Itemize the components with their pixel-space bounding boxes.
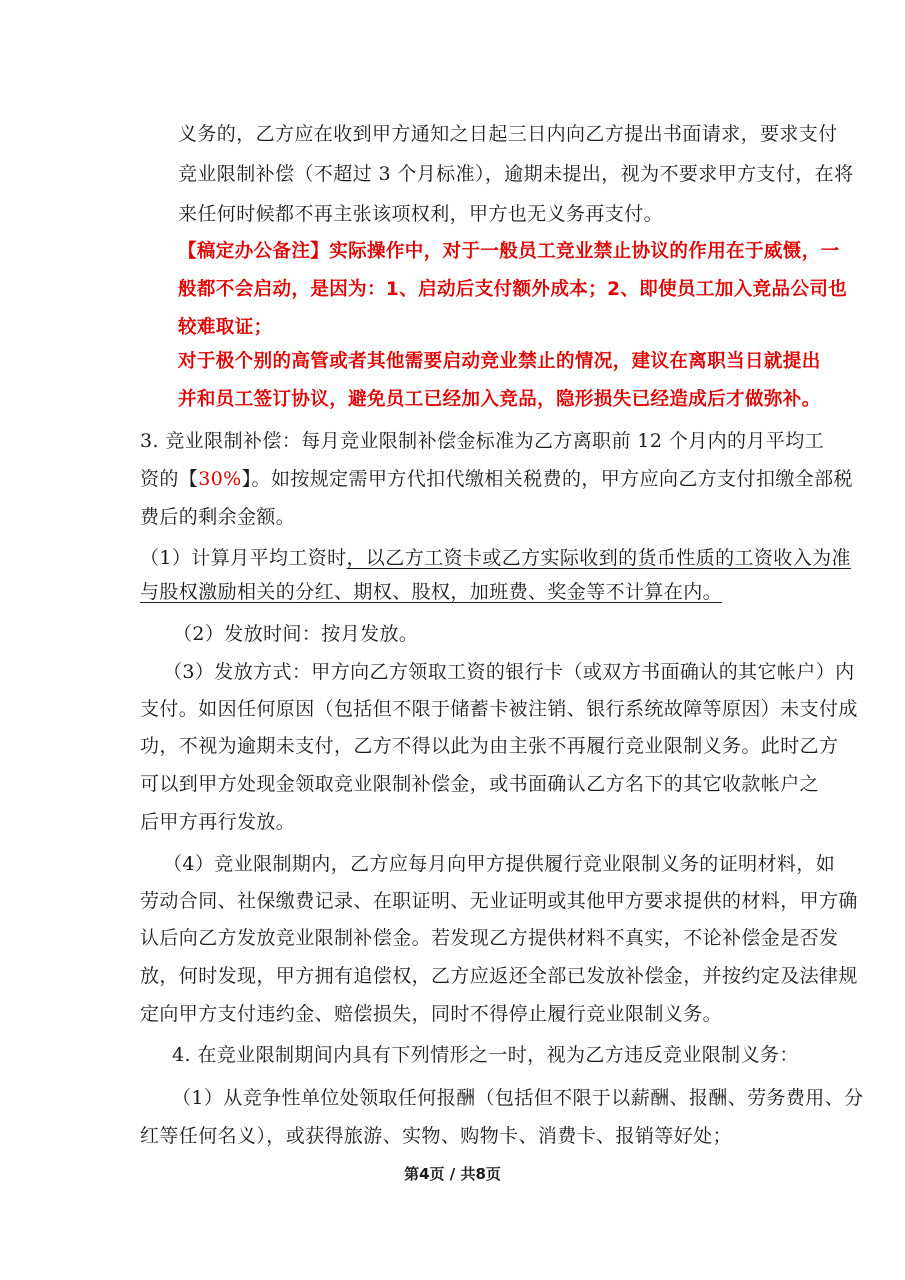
item-3-line: 支付。如因任何原因（包括但不限于储蓄卡被注销、银行系统故障等原因）未支付成 [140, 698, 858, 720]
body-line: 来任何时候都不再主张该项权利，甲方也无义务再支付。 [178, 203, 664, 225]
item-4-line: 放，何时发现，甲方拥有追偿权，乙方应返还全部已发放补偿金，并按约定及法律规 [140, 965, 858, 987]
item-4-line: （4）竞业限制期内，乙方应每月向甲方提供履行竞业限制义务的证明材料，如 [163, 853, 836, 875]
item-1-line [140, 546, 851, 570]
item-1-line: 与股权激励相关的分红、期权、股权，加班费、奖金等不计算在内。 [140, 581, 723, 603]
sub-item-1-line: （1）从竞争性单位处领取任何报酬（包括但不限于以薪酬、报酬、劳务费用、分 [172, 1087, 864, 1109]
item-3-line: （3）发放方式：甲方向乙方领取工资的银行卡（或双方书面确认的其它帐户）内 [163, 661, 855, 683]
page-number-footer: 第4页 / 共8页 [404, 1165, 501, 1183]
text-segment: 】。如按规定需甲方代扣代缴相关税费的，甲方应向乙方支付扣缴全部税 [241, 468, 853, 490]
editor-note-line: 并和员工签订协议，避免员工已经加入竞品，隐形损失已经造成后才做弥补。 [178, 389, 821, 410]
text-segment: 资的【 [140, 468, 199, 490]
editor-note-line: 较难取证； [178, 317, 273, 338]
text-segment: （1）计算月平均工资时 [140, 547, 347, 569]
editor-note-line: 对于极个别的高管或者其他需要启动竞业禁止的情况，建议在离职当日就提出 [178, 351, 821, 372]
item-4-line: 劳动合同、社保缴费记录、在职证明、无业证明或其他甲方要求提供的材料，甲方确 [140, 890, 858, 912]
body-line: 竞业限制补偿（不超过 3 个月标准），逾期未提出，视为不要求甲方支付，在将 [178, 163, 854, 185]
body-line: 义务的，乙方应在收到甲方通知之日起三日内向乙方提出书面请求，要求支付 [178, 123, 838, 145]
clause-3-line [140, 467, 853, 491]
item-3-line: 功，不视为逾期未支付，乙方不得以此为由主张不再履行竞业限制义务。此时乙方 [140, 735, 839, 757]
clause-4-line: 4. 在竞业限制期间内具有下列情形之一时，视为乙方违反竞业限制义务： [172, 1044, 799, 1066]
editor-note-line: 般都不会启动，是因为：1、启动后支付额外成本；2、即使员工加入竞品公司也 [178, 279, 848, 300]
percentage-value: 30% [198, 468, 242, 490]
clause-3-line: 3. 竞业限制补偿：每月竞业限制补偿金标准为乙方离职前 12 个月内的月平均工 [140, 430, 825, 452]
item-4-line: 定向甲方支付违约金、赔偿损失，同时不得停止履行竞业限制义务。 [140, 1003, 723, 1025]
underlined-text: ，以乙方工资卡或乙方实际收到的货币性质的工资收入为准 [346, 547, 851, 569]
editor-note-line: 【稿定办公备注】实际操作中，对于一般员工竞业禁止协议的作用在于威慑，一 [178, 241, 840, 262]
item-4-line: 认后向乙方发放竞业限制补偿金。若发现乙方提供材料不真实，不论补偿金是否发 [140, 927, 839, 949]
item-3-line: 后甲方再行发放。 [140, 811, 296, 833]
sub-item-1-line: 红等任何名义），或获得旅游、实物、购物卡、消费卡、报销等好处； [140, 1125, 732, 1147]
item-2-line: （2）发放时间：按月发放。 [173, 623, 419, 645]
item-3-line: 可以到甲方处现金领取竞业限制补偿金，或书面确认乙方名下的其它收款帐户之 [140, 773, 820, 795]
clause-3-line: 费后的剩余金额。 [140, 506, 296, 528]
